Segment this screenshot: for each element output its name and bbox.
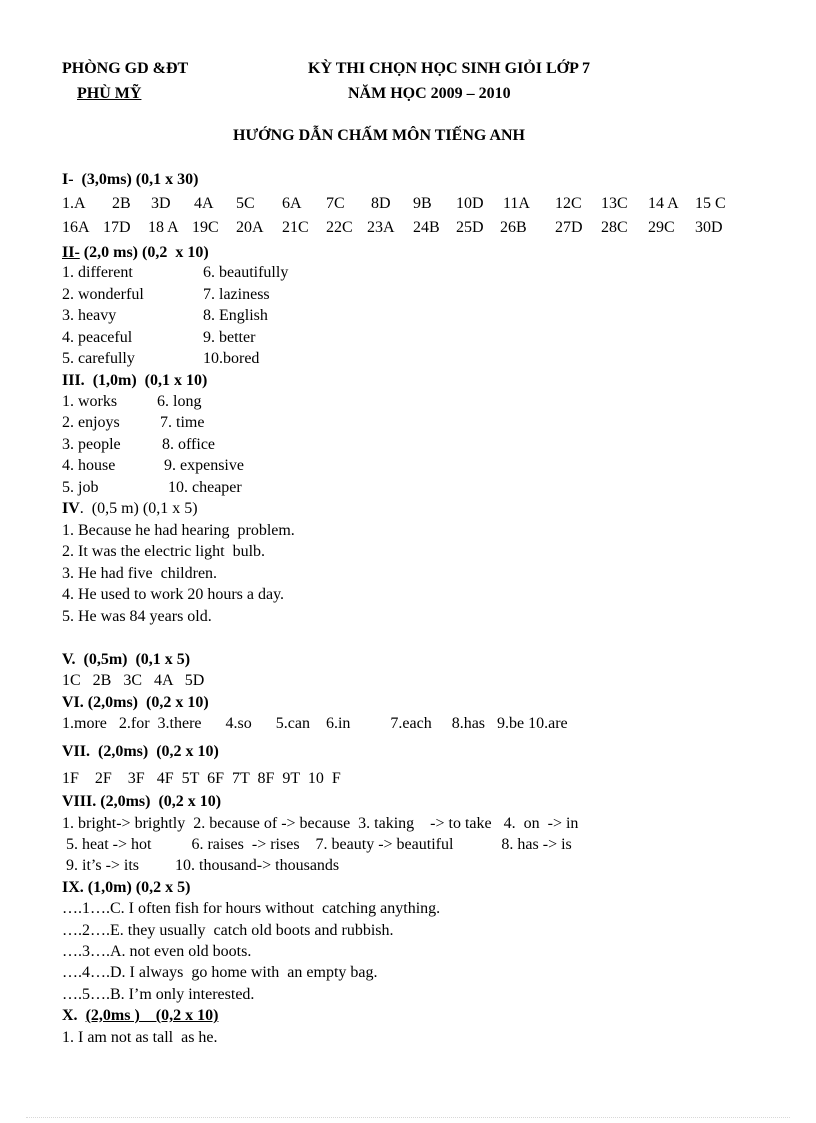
- section-3-item: 1. works: [62, 393, 118, 410]
- section-1-answer: 18 A: [148, 219, 179, 236]
- section-1-answer: 3D: [151, 195, 171, 212]
- section-5-heading: V. (0,5m) (0,1 x 5): [62, 651, 191, 668]
- section-2-item: 4. peaceful: [62, 329, 133, 346]
- section-3-item: 8. office: [162, 436, 216, 453]
- section-4-answer: 4. He used to work 20 hours a day.: [62, 586, 285, 603]
- section-3-item: 9. expensive: [164, 457, 244, 474]
- section-2-roman: II-: [62, 244, 80, 261]
- section-5-answers: 1C 2B 3C 4A 5D: [62, 672, 205, 689]
- section-1-answer: 2B: [112, 195, 131, 212]
- section-4-answer: 1. Because he had hearing problem.: [62, 522, 295, 539]
- section-3-item: 2. enjoys: [62, 414, 120, 431]
- document-title: HƯỚNG DẪN CHẤM MÔN TIẾNG ANH: [233, 127, 525, 144]
- section-1-answer: 6A: [282, 195, 302, 212]
- section-1-answer: 17D: [103, 219, 131, 236]
- section-1-answer: 4A: [194, 195, 214, 212]
- section-4-score: . (0,5 m) (0,1 x 5): [79, 500, 198, 517]
- section-1-answer: 30D: [695, 219, 723, 236]
- section-4-answer: 5. He was 84 years old.: [62, 608, 212, 625]
- section-2-item: 3. heavy: [62, 307, 117, 324]
- section-2-heading: [62, 243, 209, 263]
- section-6-heading: VI. (2,0ms) (0,2 x 10): [62, 694, 209, 711]
- school-year: NĂM HỌC 2009 – 2010: [348, 85, 511, 102]
- section-9-answer: ….1….C. I often fish for hours without catching anything.: [62, 900, 441, 917]
- section-4-answer: 2. It was the electric light bulb.: [62, 543, 266, 560]
- section-2-item: 8. English: [203, 307, 268, 324]
- section-1-answer: 9B: [413, 195, 432, 212]
- section-1-answer: 23A: [367, 219, 395, 236]
- section-1-heading: I- (3,0ms) (0,1 x 30): [62, 171, 199, 188]
- section-2-item: 7. laziness: [203, 286, 270, 303]
- section-3-item: 3. people: [62, 436, 121, 453]
- section-8-answer-line: 5. heat -> hot 6. raises -> rises 7. beauty -> beautiful 8. has -> is: [62, 836, 572, 853]
- section-1-answer: 27D: [555, 219, 583, 236]
- section-1-answer: 16A: [62, 219, 90, 236]
- section-1-answer: 10D: [456, 195, 484, 212]
- section-3-heading: [62, 371, 207, 391]
- section-7-answers: 1F 2F 3F 4F 5T 6F 7T 8F 9T 10 F: [62, 770, 341, 787]
- section-1-answer: 26B: [500, 219, 527, 236]
- section-4-answer: 3. He had five children.: [62, 565, 218, 582]
- section-2-item: 10.bored: [203, 350, 260, 367]
- section-3-item: 7. time: [160, 414, 205, 431]
- section-9-heading: IX. (1,0m) (0,2 x 5): [62, 879, 191, 896]
- section-7-heading: VII. (2,0ms) (0,2 x 10): [62, 743, 219, 760]
- section-8-answer-line: 1. bright-> brightly 2. because of -> because 3. taking -> to take 4. on -> in: [62, 815, 579, 832]
- section-1-answer: 15 C: [695, 195, 726, 212]
- section-3-score: (1,0m) (0,1 x 10): [84, 372, 208, 389]
- section-10-answer: 1. I am not as tall as he.: [62, 1029, 218, 1046]
- section-10-roman: X.: [62, 1007, 78, 1024]
- section-10-heading: [62, 1006, 218, 1026]
- section-2-item: 9. better: [203, 329, 256, 346]
- section-9-answer: ….3….A. not even old boots.: [62, 943, 252, 960]
- section-9-answer: ….5….B. I’m only interested.: [62, 986, 255, 1003]
- section-4-roman: IV: [62, 500, 80, 517]
- section-10-score: (2,0ms ) (0,2 x 10): [85, 1007, 219, 1024]
- section-1-answer: 25D: [456, 219, 484, 236]
- section-1-answer: 14 A: [648, 195, 679, 212]
- section-1-answer: 5C: [236, 195, 255, 212]
- section-1-answer: 19C: [192, 219, 219, 236]
- district-name: PHÙ MỸ: [77, 85, 142, 102]
- section-2-item: 2. wonderful: [62, 286, 144, 303]
- section-8-heading: VIII. (2,0ms) (0,2 x 10): [62, 793, 222, 810]
- section-3-roman: III.: [62, 372, 85, 389]
- section-8-answer-line: 9. it’s -> its 10. thousand-> thousands: [62, 857, 340, 874]
- section-2-item: 5. carefully: [62, 350, 135, 367]
- section-1-answer: 13C: [601, 195, 628, 212]
- section-1-answer: 1.A: [62, 195, 86, 212]
- section-1-answer: 24B: [413, 219, 440, 236]
- section-1-answer: 21C: [282, 219, 309, 236]
- section-1-answer: 22C: [326, 219, 353, 236]
- section-9-answer: ….2….E. they usually catch old boots and rubbish.: [62, 922, 394, 939]
- section-1-answer: 20A: [236, 219, 264, 236]
- section-2-item: 1. different: [62, 264, 133, 281]
- section-3-item: 10. cheaper: [168, 479, 242, 496]
- section-1-answer: 28C: [601, 219, 628, 236]
- section-4-heading: [62, 499, 198, 519]
- section-2-item: 6. beautifully: [203, 264, 289, 281]
- section-3-item: 4. house: [62, 457, 116, 474]
- section-3-item: 6. long: [157, 393, 202, 410]
- section-9-answer: ….4….D. I always go home with an empty bag.: [62, 964, 378, 981]
- department-name: PHÒNG GD &ĐT: [62, 60, 189, 77]
- section-1-answer: 8D: [371, 195, 391, 212]
- section-6-answers: 1.more 2.for 3.there 4.so 5.can 6.in 7.each 8.has 9.be 10.are: [62, 715, 568, 732]
- exam-title: KỲ THI CHỌN HỌC SINH GIỎI LỚP 7: [308, 60, 590, 77]
- section-1-answer: 11A: [503, 195, 530, 212]
- section-1-answer: 7C: [326, 195, 345, 212]
- section-1-answer: 12C: [555, 195, 582, 212]
- section-2-score: (2,0 ms) (0,2 x 10): [79, 244, 209, 261]
- section-3-item: 5. job: [62, 479, 99, 496]
- section-1-answer: 29C: [648, 219, 675, 236]
- page-edge-divider: [26, 1117, 790, 1118]
